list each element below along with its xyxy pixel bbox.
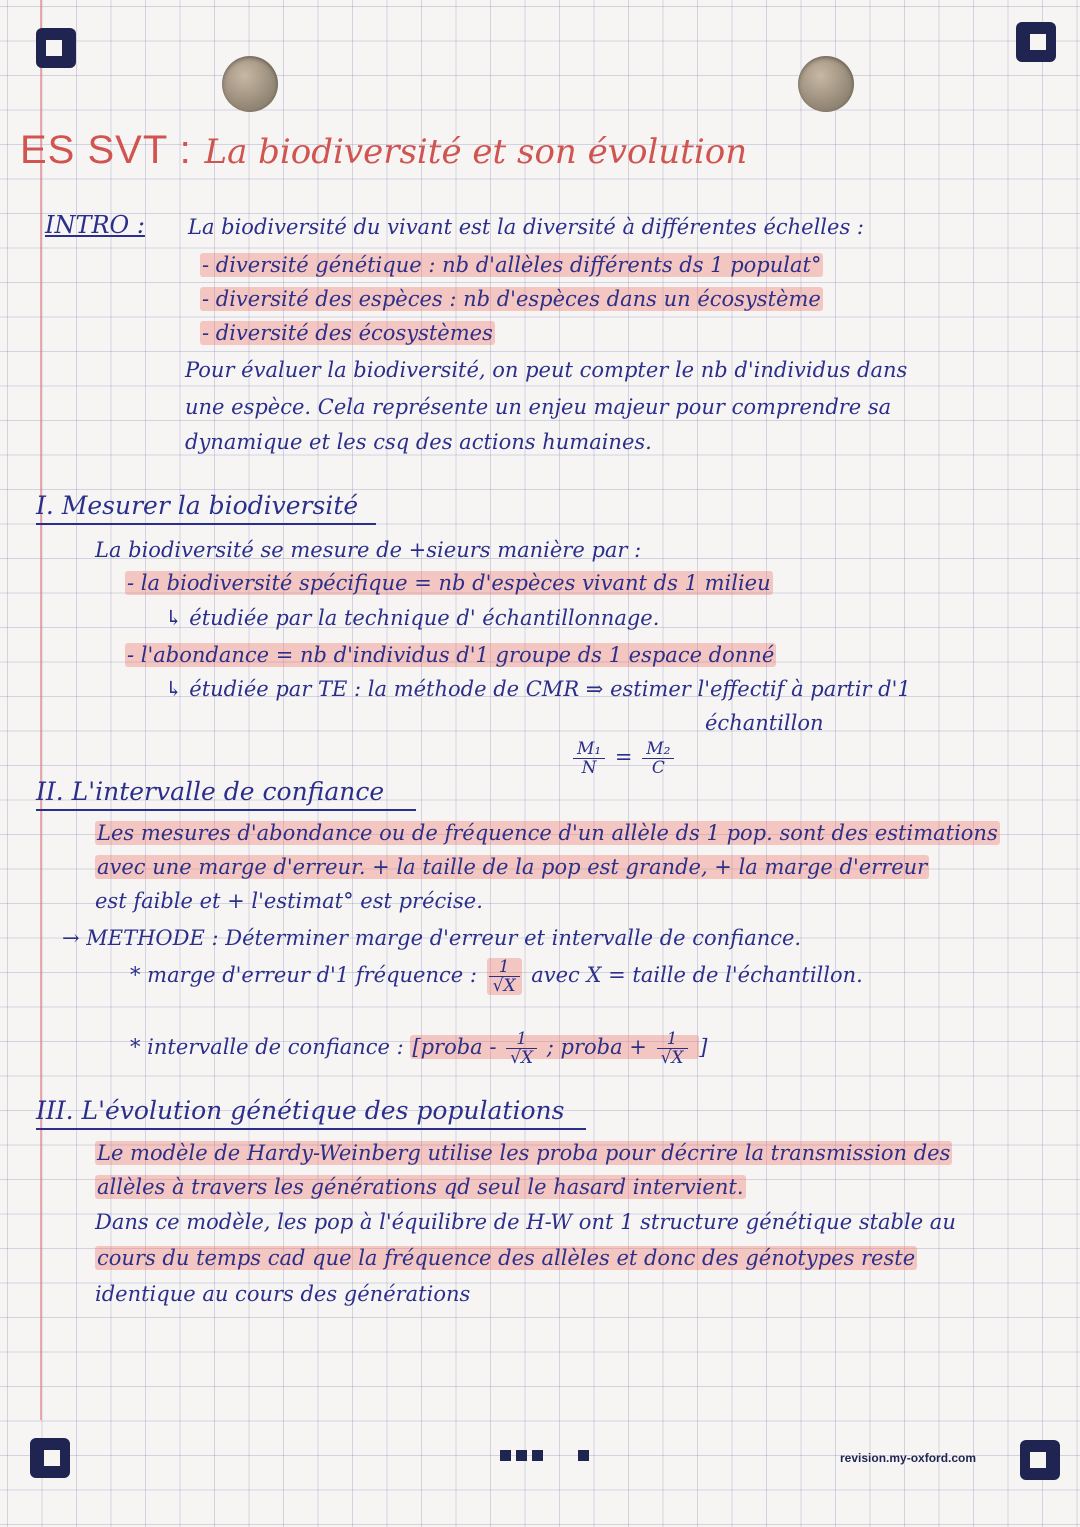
intro-para-3: dynamique et les csq des actions humaines. [185,430,652,454]
punch-hole [798,56,854,112]
intro-para-1: Pour évaluer la biodiversité, on peut compter le nb d'individus dans [185,358,908,382]
intro-bullet-1: - diversité génétique : nb d'allèles différents ds 1 populat° [202,253,822,277]
intro-bullet-2: - diversité des espèces : nb d'espèces dans un écosystème [202,287,821,311]
section-1-line-1: La biodiversité se mesure de +sieurs manière par : [95,538,642,562]
corner-mark-icon [1016,22,1056,62]
section-1-underline [36,523,376,525]
page-title [20,125,747,177]
intro-bullet-3: - diversité des écosystèmes [202,321,493,345]
section-3-heading: III. L'évolution génétique des populations [36,1096,565,1125]
section-1-line-2: - la biodiversité spécifique = nb d'espèces vivant ds 1 milieu [127,571,771,595]
section-2-line-2: avec une marge d'erreur. + la taille de la pop est grande, + la marge d'erreur [97,855,928,879]
section-3-line-2: allèles à travers les générations qd seul le hasard intervient. [97,1175,744,1199]
intro-label: INTRO : [45,211,145,239]
corner-mark-icon [1020,1440,1060,1480]
section-2-line-1: Les mesures d'abondance ou de fréquence d'un allèle ds 1 pop. sont des estimations [97,821,998,845]
footer-dots-icon [500,1450,543,1461]
section-1-heading: I. Mesurer la biodiversité [36,491,359,520]
title-prefix: ES SVT : [20,128,192,172]
cmr-formula: $\frac{\text{M₁}}{N}$ = $\frac{\text{M₂}}{C}$ [570,740,677,777]
marge-erreur-line: * marge d'erreur d'1 fréquence : $\frac{1}{√X}$ avec X = taille de l'échantillon. [130,957,863,996]
section-1-line-6: échantillon [705,711,824,735]
section-3-line-1: Le modèle de Hardy-Weinberg utilise les proba pour décrire la transmission des [97,1141,951,1165]
intervalle-confiance-line: * intervalle de confiance : [proba - $\frac{1}{√X}$ ; proba + $\frac{1}{√X}$ ] [130,1029,708,1068]
intro-line-1: La biodiversité du vivant est la diversité à différentes échelles : [188,215,864,239]
section-3-line-5: identique au cours des générations [95,1282,471,1306]
corner-mark-icon [36,28,76,68]
section-1-line-3: ↳ étudiée par la technique d' échantillonnage. [165,606,660,630]
section-2-line-3: est faible et + l'estimat° est précise. [95,889,483,913]
intro-para-2: une espèce. Cela représente un enjeu majeur pour comprendre sa [185,395,892,419]
section-3-line-4: cours du temps cad que la fréquence des allèles et donc des génotypes reste [97,1246,916,1270]
punch-hole [222,56,278,112]
title-text: La biodiversité et son évolution [204,132,748,172]
section-1-line-5: ↳ étudiée par TE : la méthode de CMR ⇒ estimer l'effectif à partir d'1 [165,677,911,701]
footer-dot-icon [578,1450,589,1461]
corner-mark-icon [30,1438,70,1478]
footer-url[interactable]: revision.my-oxford.com [840,1451,977,1465]
section-3-line-3: Dans ce modèle, les pop à l'équilibre de H-W ont 1 structure génétique stable au [95,1210,956,1234]
section-2-heading: II. L'intervalle de confiance [36,777,385,806]
section-3-underline [36,1128,586,1130]
section-2-underline [36,809,416,811]
section-1-line-4: - l'abondance = nb d'individus d'1 groupe ds 1 espace donné [127,643,775,667]
methode-line: → METHODE : Déterminer marge d'erreur et intervalle de confiance. [62,926,802,950]
margin-line [40,0,42,1420]
